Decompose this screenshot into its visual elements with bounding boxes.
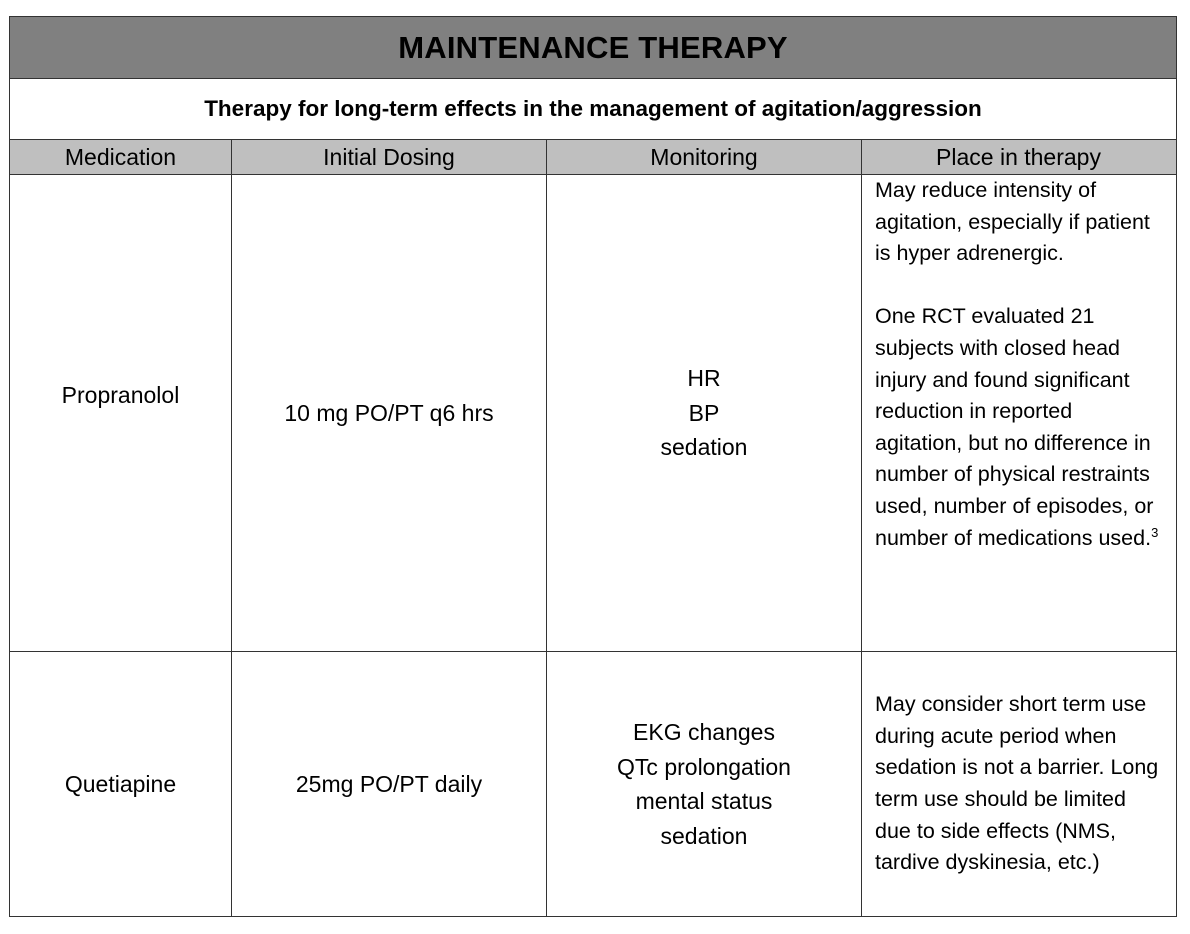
- medication-cell: [10, 175, 232, 651]
- place-paragraph: May reduce intensity of agitation, especially if patient is hyper adrenergic.: [875, 178, 1150, 266]
- footnote-reference: 3: [1151, 524, 1159, 540]
- monitoring-item: QTc prolongation: [617, 753, 791, 780]
- medication-name: Quetiapine: [64, 770, 177, 797]
- table-row: [10, 175, 1176, 652]
- header-medication: Medication: [10, 140, 232, 174]
- monitoring-cell: [547, 652, 862, 916]
- medication-name: Propranolol: [61, 381, 180, 408]
- place-paragraph: [875, 301, 1165, 554]
- header-monitoring: Monitoring: [547, 140, 862, 174]
- place-in-therapy-cell: [862, 175, 1175, 651]
- monitoring-cell: [547, 175, 862, 651]
- table-subtitle: Therapy for long-term effects in the management of agitation/aggression: [10, 79, 1176, 140]
- table-row: [10, 652, 1176, 916]
- monitoring-item: HR: [687, 365, 721, 392]
- header-initial-dosing: Initial Dosing: [232, 140, 547, 174]
- header-place-in-therapy: Place in therapy: [936, 143, 1101, 170]
- place-in-therapy-cell: [862, 652, 1175, 916]
- place-paragraph: May consider short term use during acute period when sedation is not a barrier. Long term use should be limited due to side effects (NMS, tardive dyskinesia, etc.): [875, 692, 1159, 875]
- monitoring-item: sedation: [660, 434, 748, 461]
- dosing-cell: 25mg PO/PT daily: [232, 652, 547, 916]
- maintenance-therapy-table: [9, 16, 1177, 917]
- dosing-cell: 10 mg PO/PT q6 hrs: [232, 175, 547, 651]
- medication-cell: [10, 652, 232, 916]
- monitoring-item: sedation: [660, 822, 748, 849]
- header-row: [10, 140, 1176, 175]
- place-paragraph-text: One RCT evaluated 21 subjects with closed head injury and found significant reduction in reported agitation, but no difference in number of physical restraints used, number of episodes, or number of medications used.: [875, 304, 1154, 550]
- table-title: MAINTENANCE THERAPY: [10, 17, 1176, 79]
- monitoring-item: EKG changes: [633, 719, 775, 745]
- monitoring-item: mental status: [635, 788, 773, 814]
- monitoring-item: BP: [688, 399, 720, 426]
